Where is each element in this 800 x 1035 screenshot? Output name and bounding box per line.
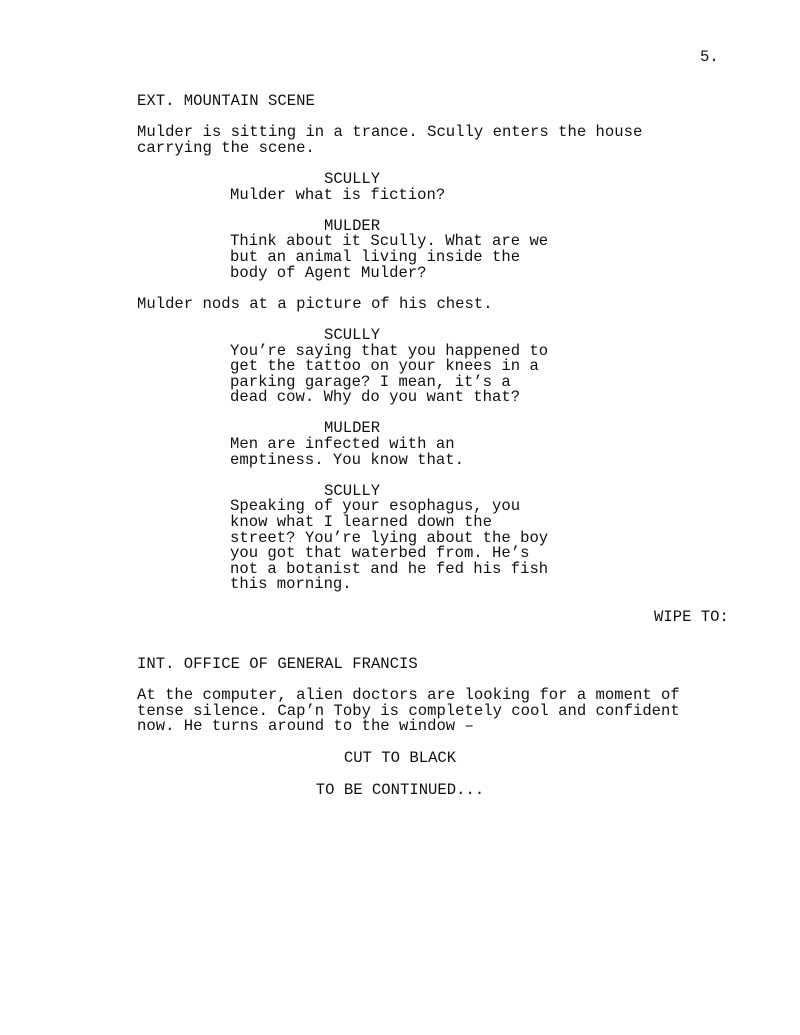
action-line: carrying the scene. (137, 138, 315, 157)
dialogue-line: body of Agent Mulder? (230, 263, 427, 282)
dialogue-line: this morning. (230, 575, 352, 594)
scene-heading: INT. OFFICE OF GENERAL FRANCIS (137, 655, 418, 673)
dialogue-line: know what I learned down the (230, 513, 493, 532)
character-cue: MULDER (324, 216, 381, 235)
dialogue-block (137, 499, 737, 593)
action-paragraph (137, 688, 737, 735)
action-paragraph (137, 125, 737, 156)
scene-heading: EXT. MOUNTAIN SCENE (137, 92, 315, 110)
dialogue-line: You’re saying that you happened to (230, 341, 549, 360)
action-line: now. He turns around to the window – (137, 717, 474, 736)
dialogue-line: not a botanist and he fed his fish (230, 559, 549, 578)
dialogue-line: street? You’re lying about the boy (230, 528, 549, 547)
action-line: tense silence. Cap’n Toby is completely cool and confident (137, 701, 680, 720)
scene-block-exterior (137, 94, 737, 593)
scene-block-interior (137, 657, 737, 735)
dialogue-block (137, 341, 737, 407)
dialogue-line: but an animal living inside the (230, 247, 521, 266)
character-cue: MULDER (324, 419, 381, 438)
dialogue-line: dead cow. Why do you want that? (230, 388, 521, 407)
dialogue-line: Men are infected with an (230, 435, 455, 454)
dialogue-line: Mulder what is fiction? (230, 185, 446, 204)
dialogue-line: you got that waterbed from. He’s (230, 544, 530, 563)
dialogue-line: Speaking of your esophagus, you (230, 497, 521, 516)
dialogue-block (137, 437, 737, 468)
dialogue-line: get the tattoo on your knees in a (230, 357, 539, 376)
cut-to-black: CUT TO BLACK (343, 749, 457, 767)
dialogue-line: parking garage? I mean, it’s a (230, 372, 511, 391)
character-cue: SCULLY (324, 325, 381, 344)
character-cue: SCULLY (324, 169, 381, 188)
transition: WIPE TO: (654, 608, 729, 626)
action-line: Mulder is sitting in a trance. Scully enters the house (137, 123, 643, 142)
action-line: At the computer, alien doctors are looking for a moment of (137, 686, 680, 705)
dialogue-line: Think about it Scully. What are we (230, 232, 549, 251)
action-line: Mulder nods at a picture of his chest. (137, 294, 493, 313)
dialogue-block (137, 185, 737, 204)
page-number: 5. (700, 48, 719, 66)
character-cue: SCULLY (324, 481, 381, 500)
to-be-continued: TO BE CONTINUED... (315, 781, 485, 799)
dialogue-line: emptiness. You know that. (230, 450, 464, 469)
dialogue-block (137, 234, 737, 281)
